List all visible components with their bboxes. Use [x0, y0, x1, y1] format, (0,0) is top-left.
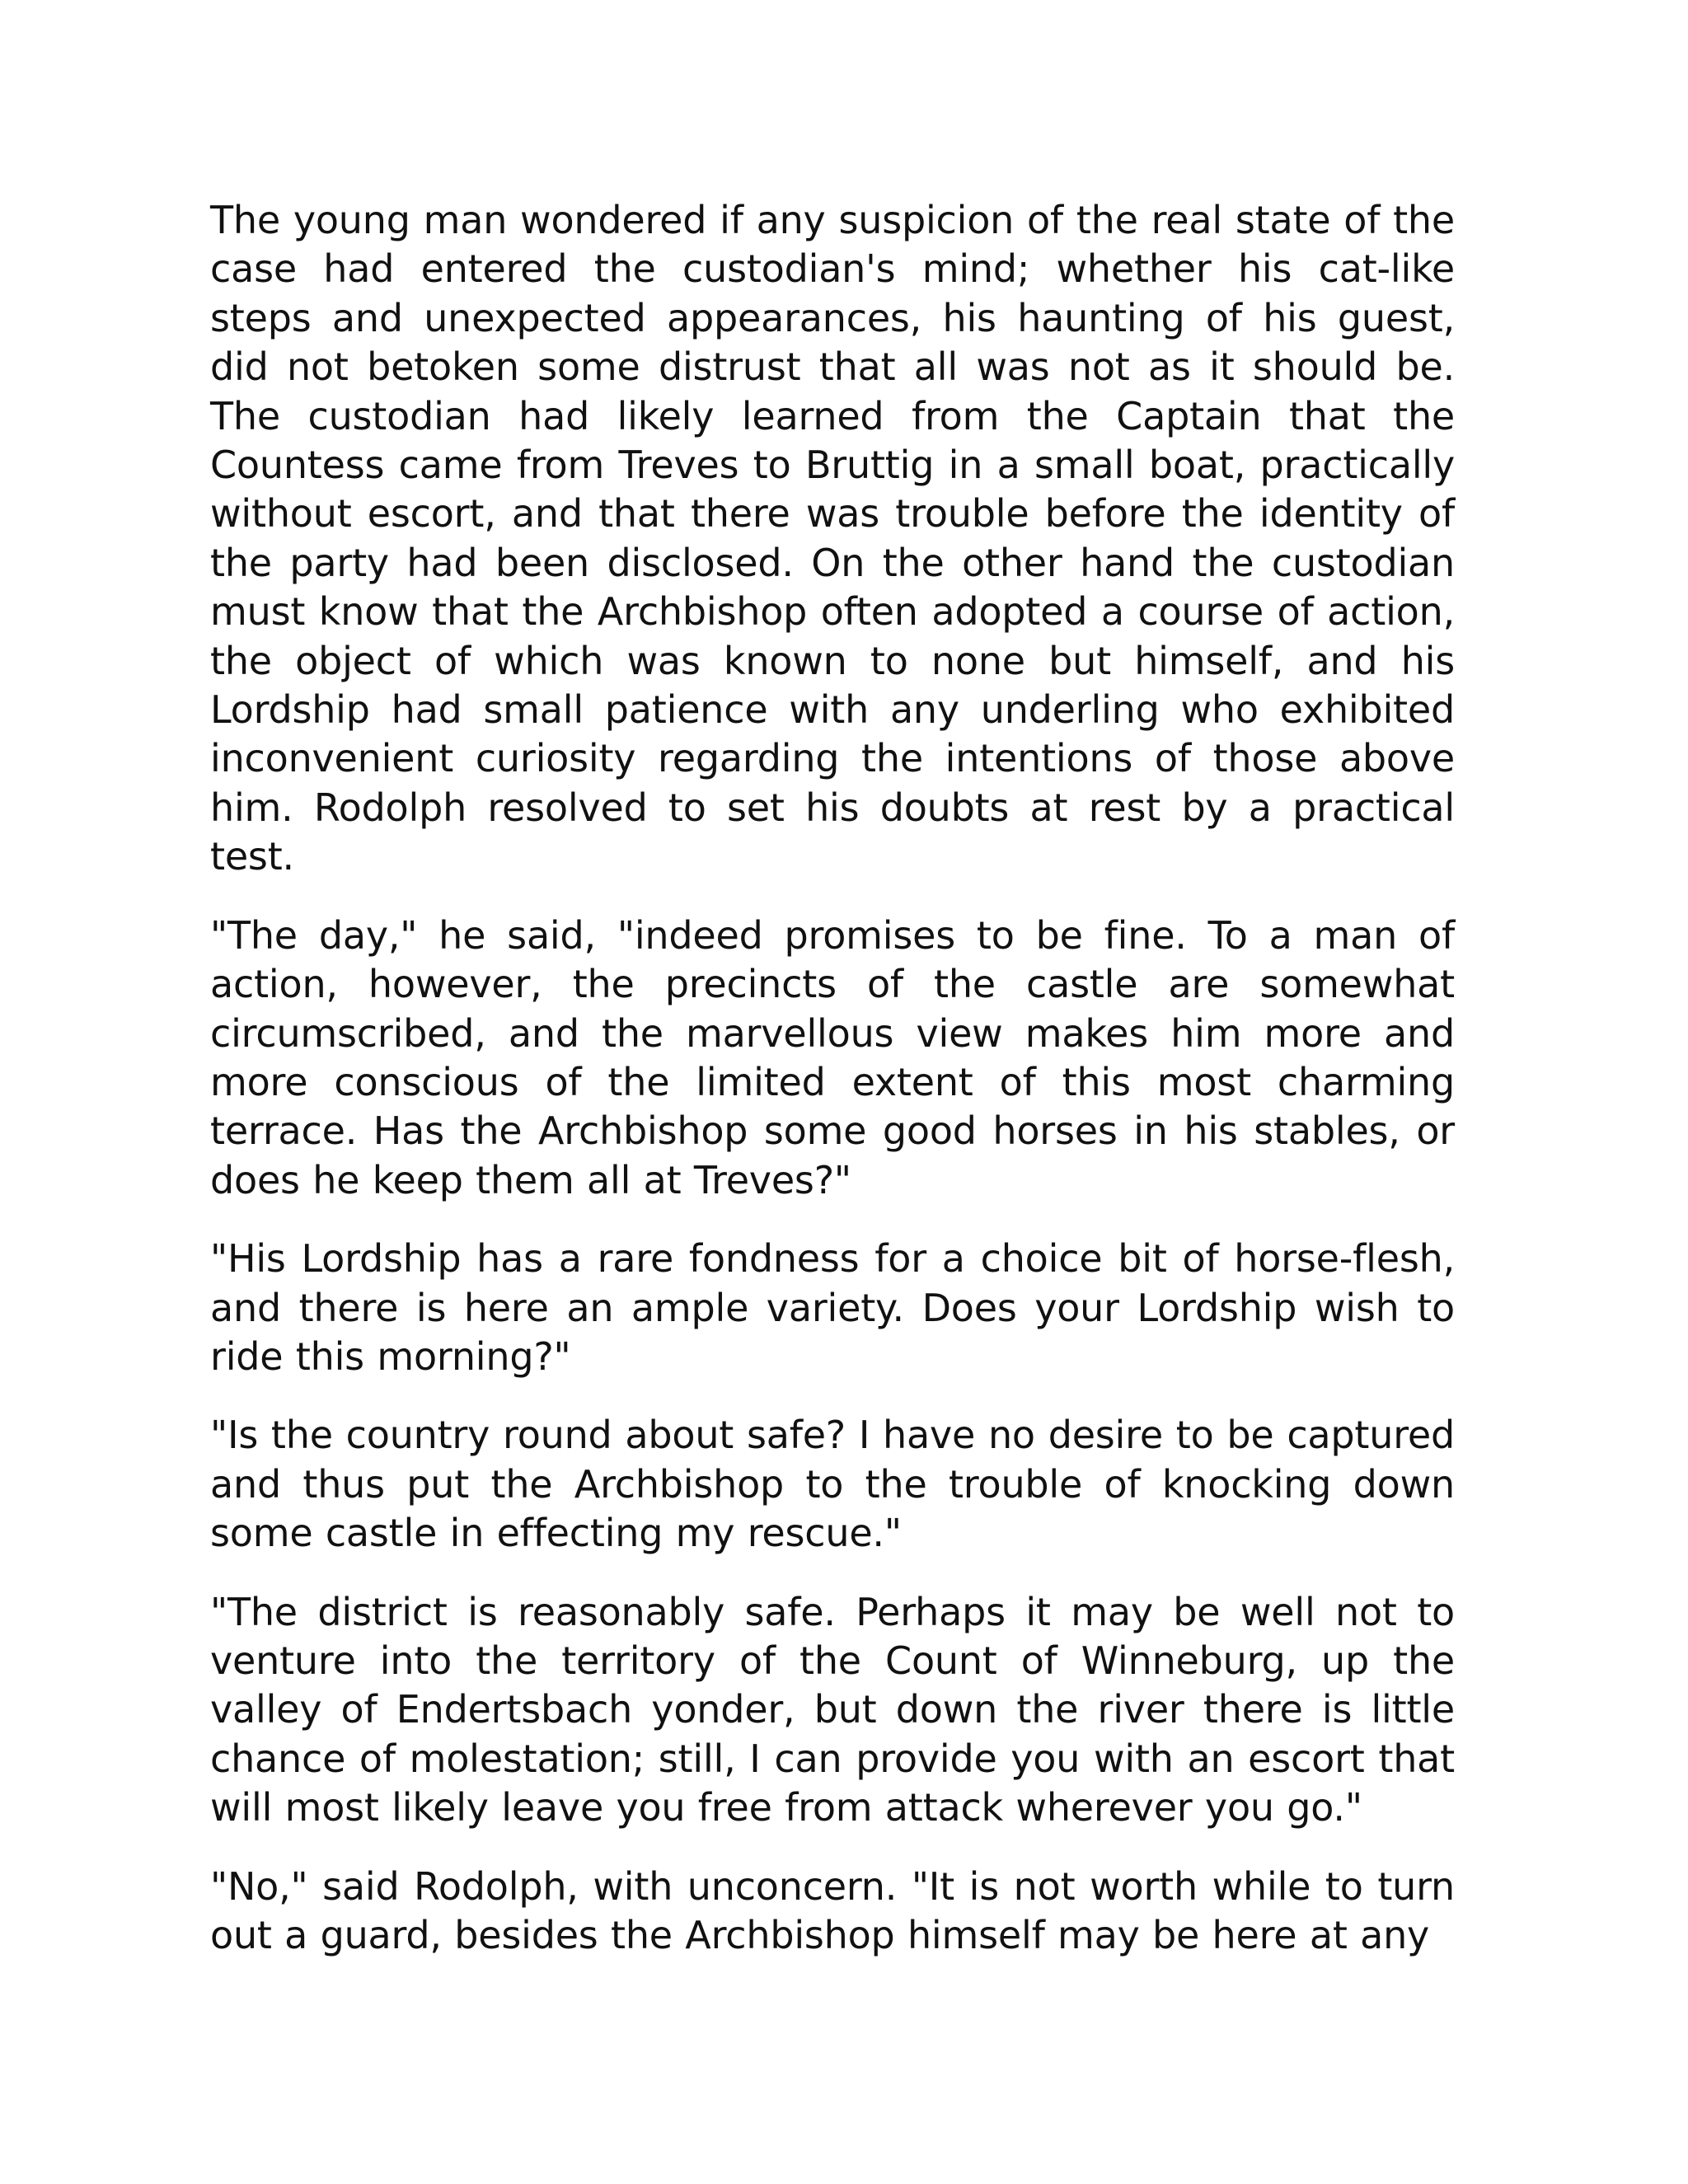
paragraph: The young man wondered if any suspicion of the real state of the case had entered the custodian's mind; whether his cat-like steps and unexpected appearances, his haunting of his guest, did not betoken some distrust that all was not as it should be. The custodian had likely learned from the Captain that the Countess came from Treves to Bruttig in a small boat, practically without escort, and that there was trouble before the identity of the party had been disclosed. On the other hand the custodian must know that the Archbishop often adopted a course of action, the object of which was known to none but himself, and his Lordship had small patience with any underling who exhibited inconvenient curiosity regarding the intentions of those above him. Rodolph resolved to set his doubts at rest by a practical test.: [210, 198, 1455, 879]
paragraph: "The day," he said, "indeed promises to be fine. To a man of action, however, the precincts of the castle are somewhat circumscribed, and the marvellous view makes him more and more conscious of the limited extent of this most charming terrace. Has the Archbishop some good horses in his stables, or does he keep them all at Treves?": [210, 912, 1455, 1202]
body-text: [210, 196, 1455, 1960]
paragraph: "The district is reasonably safe. Perhaps it may be well not to venture into the territory of the Count of Winneburg, up the valley of Endertsbach yonder, but down the river there is little chance of molestation; still, I can provide you with an escort that will most likely leave you free from attack wherever you go.": [210, 1589, 1455, 1830]
paragraph: "No," said Rodolph, with unconcern. "It is not worth while to turn out a guard, besides the Archbishop himself may be here at any: [210, 1863, 1455, 1957]
paragraph: "His Lordship has a rare fondness for a choice bit of horse-flesh, and there is here an ample variety. Does your Lordship wish to ride this morning?": [210, 1236, 1455, 1379]
paragraph: "Is the country round about safe? I have no desire to be captured and thus put the Archbishop to the trouble of knocking down some castle in effecting my rescue.": [210, 1413, 1455, 1556]
